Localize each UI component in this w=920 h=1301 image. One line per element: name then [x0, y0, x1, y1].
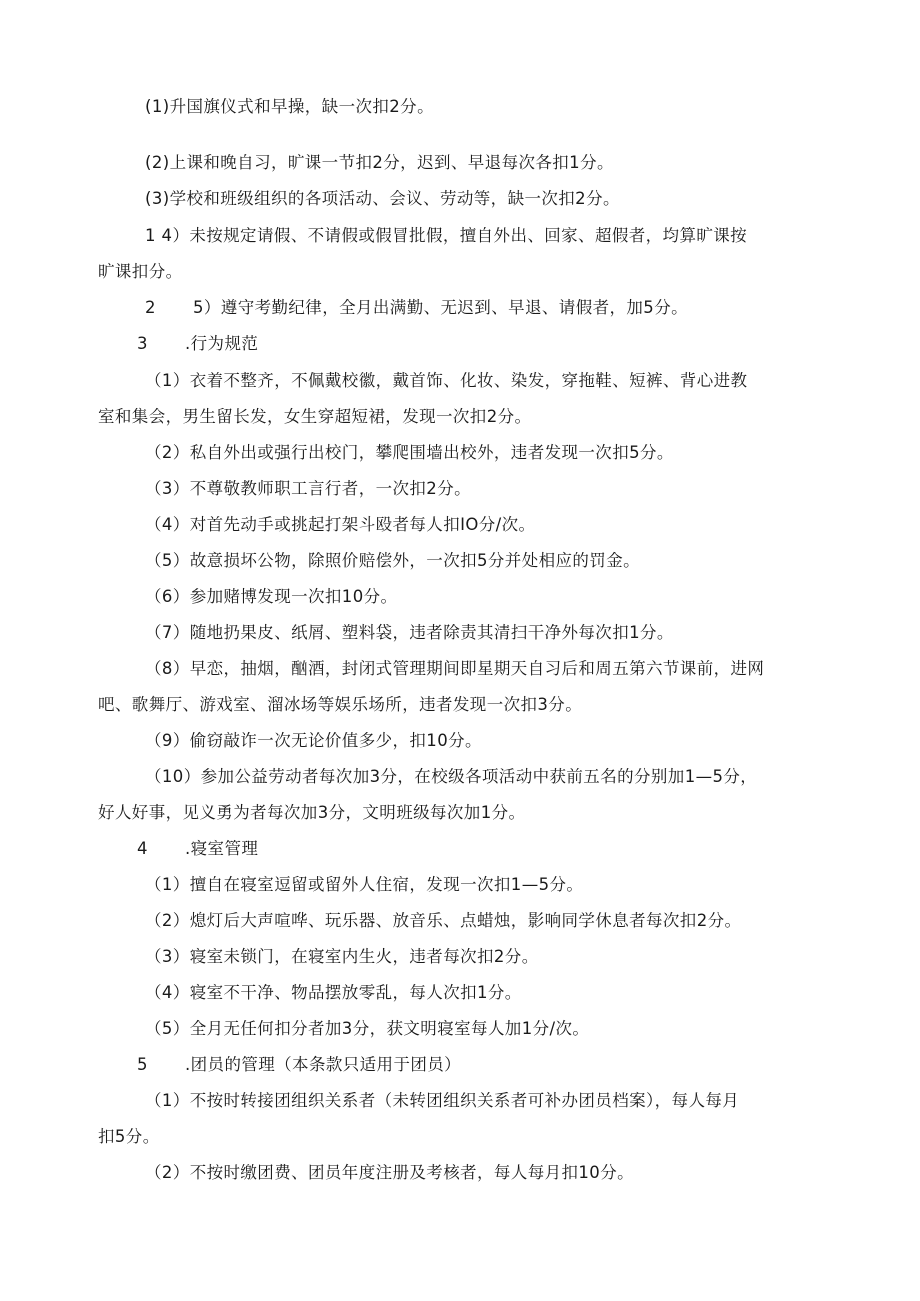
text-line: （2）不按时缴团费、团员年度注册及考核者，每人每月扣10分。 — [145, 1163, 634, 1182]
text-line: （10）参加公益劳动者每次加3分，在校级各项活动中获前五名的分别加1—5分， — [145, 767, 758, 786]
list-number: 2 — [145, 298, 156, 317]
text-line: （2）熄灯后大声喧哗、玩乐器、放音乐、点蜡烛，影响同学休息者每次扣2分。 — [145, 911, 742, 930]
text-line: （4）对首先动手或挑起打架斗殴者每人扣IO分/次。 — [145, 515, 536, 534]
text-line: 扣5分。 — [98, 1127, 160, 1146]
section-heading: .团员的管理（本条款只适用于团员） — [185, 1055, 462, 1074]
text-line: （1）不按时转接团组织关系者（未转团组织关系者可补办团员档案），每人每月 — [145, 1091, 740, 1110]
text-line: （6）参加赌博发现一次扣10分。 — [145, 587, 398, 606]
text-line: （9）偷窃敲诈一次无论价值多少，扣10分。 — [145, 731, 482, 750]
text-line: 好人好事，见义勇为者每次加3分，文明班级每次加1分。 — [98, 803, 526, 822]
section-number: 3 — [137, 334, 148, 353]
text-line: （7）随地扔果皮、纸屑、塑料袋，违者除责其清扫干净外每次扣1分。 — [145, 623, 674, 642]
text-line: （3）寝室未锁门，在寝室内生火，违者每次扣2分。 — [145, 947, 539, 966]
section-heading: .行为规范 — [185, 334, 259, 353]
text-line: （3）不尊敬教师职工言行者，一次扣2分。 — [145, 479, 471, 498]
section-heading: .寝室管理 — [185, 839, 259, 858]
text-line: 1 4）未按规定请假、不请假或假冒批假，擅自外出、回家、超假者，均算旷课按 — [145, 226, 748, 245]
section-number: 5 — [137, 1055, 148, 1074]
text-line: （8）早恋，抽烟，酗酒，封闭式管理期间即星期天自习后和周五第六节课前，进网 — [145, 659, 765, 678]
section-number: 4 — [137, 839, 148, 858]
text-line: （1）衣着不整齐，不佩戴校徽，戴首饰、化妆、染发，穿拖鞋、短裤、背心进教 — [145, 371, 748, 390]
text-line: 旷课扣分。 — [98, 262, 183, 281]
text-line: (1)升国旗仪式和早操，缺一次扣2分。 — [145, 97, 434, 116]
text-line: （5）故意损坏公物，除照价赔偿外，一次扣5分并处相应的罚金。 — [145, 551, 640, 570]
text-line: (3)学校和班级组织的各项活动、会议、劳动等，缺一次扣2分。 — [145, 189, 620, 208]
text-line: （5）全月无任何扣分者加3分，获文明寝室每人加1分/次。 — [145, 1019, 590, 1038]
text-line: 室和集会，男生留长发，女生穿超短裙，发现一次扣2分。 — [98, 407, 532, 426]
text-line: (2)上课和晚自习，旷课一节扣2分，迟到、早退每次各扣1分。 — [145, 153, 614, 172]
text-line: 5）遵守考勤纪律，全月出满勤、无迟到、早退、请假者，加5分。 — [193, 298, 688, 317]
text-line: （2）私自外出或强行出校门，攀爬围墙出校外，违者发现一次扣5分。 — [145, 443, 674, 462]
text-line: （1）擅自在寝室逗留或留外人住宿，发现一次扣1—5分。 — [145, 875, 584, 894]
text-line: 吧、歌舞厅、游戏室、溜冰场等娱乐场所，违者发现一次扣3分。 — [98, 695, 583, 714]
text-line: （4）寝室不干净、物品摆放零乱，每人次扣1分。 — [145, 983, 522, 1002]
